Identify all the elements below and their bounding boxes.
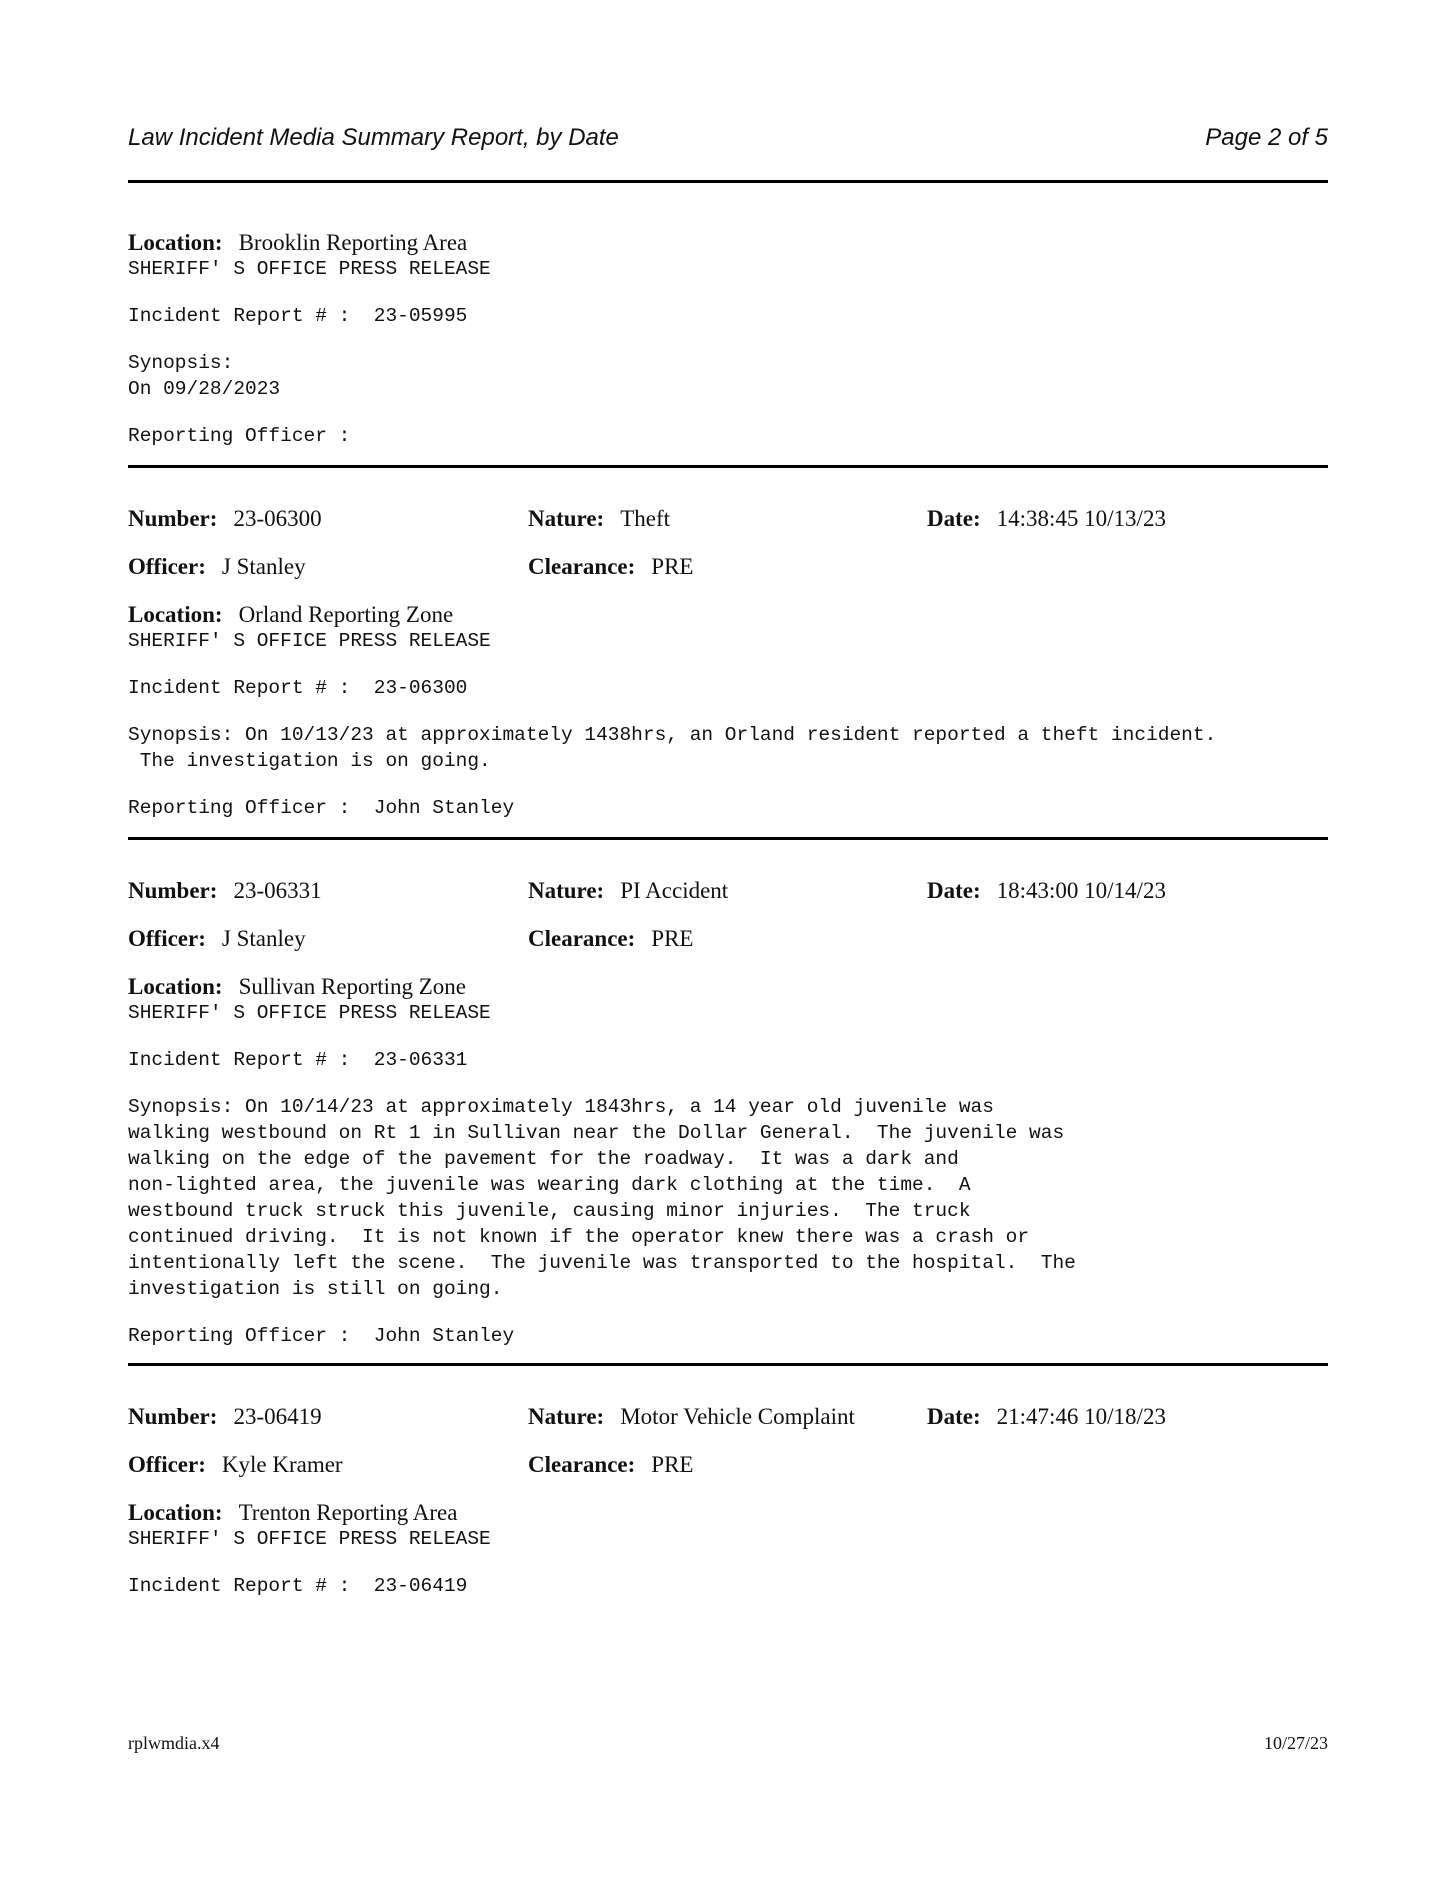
incident-report-number: 23-06419 [373, 1575, 468, 1597]
officer-value: Kyle Kramer [221, 1452, 343, 1477]
reporting-officer-value: John Stanley [373, 1325, 515, 1347]
press-release-line: SHERIFF' S OFFICE PRESS RELEASE [128, 258, 491, 280]
clearance-value: PRE [651, 1452, 694, 1477]
officer-clearance-row: Officer: J Stanley Clearance: PRE [128, 926, 694, 951]
number-nature-date-row: Number: 23-06331 Nature: PI Accident Date: 18:43:00 10/14/23 [128, 878, 1166, 903]
incident-number: 23-06300 [233, 506, 322, 531]
officer-clearance-row: Officer: Kyle Kramer Clearance: PRE [128, 1452, 694, 1477]
press-release-line: SHERIFF' S OFFICE PRESS RELEASE [128, 1002, 491, 1024]
incident-date: 18:43:00 10/14/23 [996, 878, 1166, 903]
incident-nature: Theft [620, 506, 671, 531]
header-divider [128, 180, 1328, 183]
footer-date: 10/27/23 [1263, 1733, 1328, 1753]
press-release-line: SHERIFF' S OFFICE PRESS RELEASE [128, 630, 491, 652]
footer-report-id: rplwmdia.x4 [128, 1733, 220, 1753]
clearance-value: PRE [651, 926, 694, 951]
entry-divider [128, 1363, 1328, 1366]
page-footer [128, 1733, 1328, 1754]
number-nature-date-row: Number: 23-06300 Nature: Theft Date: 14:38:45 10/13/23 [128, 506, 1166, 531]
incident-report-number: 23-06300 [373, 677, 468, 699]
incident-report-line: Incident Report # : 23-05995 [128, 305, 468, 327]
incident-date: 14:38:45 10/13/23 [996, 506, 1166, 531]
incident-report-number: 23-06331 [373, 1049, 468, 1071]
incident-report-line: Incident Report # : 23-06419 [128, 1575, 468, 1597]
incident-report-line: Incident Report # : 23-06331 [128, 1049, 468, 1071]
officer-value: J Stanley [221, 554, 306, 579]
synopsis: Synopsis: On 09/28/2023 [128, 352, 281, 400]
entry-divider [128, 837, 1328, 840]
incident-number: 23-06331 [233, 878, 322, 903]
reporting-officer-line: Reporting Officer : John Stanley [128, 1325, 515, 1347]
reporting-officer-line: Reporting Officer : [128, 425, 351, 447]
page-number: Page 2 of 5 [1205, 124, 1328, 151]
location-value: Brooklin Reporting Area [238, 230, 468, 255]
incident-entry [128, 230, 1328, 449]
synopsis: Synopsis: On 10/14/23 at approximately 1843hrs, a 14 year old juvenile was walking westbound on Rt 1 in Sullivan near the Dollar General. The juvenile was walking on the edge of the pavement for the roadway. It was a dark and non-lighted area, the juvenile was wearing dark clothing at the time. A westbound truck struck this juvenile, causing minor injuries. The truck continued driving. It is not known if the operator knew there was a crash or intentionally left the scene. The juvenile was transported to the hospital. The investigation is still on going. [128, 1096, 1076, 1300]
location-line: Location: Orland Reporting Zone [128, 602, 454, 627]
number-nature-date-row: Number: 23-06419 Nature: Motor Vehicle Complaint Date: 21:47:46 10/18/23 [128, 1404, 1166, 1429]
incident-report-number: 23-05995 [373, 305, 468, 327]
incident-entry [128, 1404, 1328, 1599]
location-line: Location: Trenton Reporting Area [128, 1500, 458, 1525]
incident-nature: PI Accident [620, 878, 729, 903]
location-value: Sullivan Reporting Zone [238, 974, 466, 999]
location-value: Trenton Reporting Area [238, 1500, 458, 1525]
incident-entry [128, 878, 1328, 1349]
location-value: Orland Reporting Zone [238, 602, 454, 627]
officer-value: J Stanley [221, 926, 306, 951]
reporting-officer-line: Reporting Officer : John Stanley [128, 797, 515, 819]
incident-date: 21:47:46 10/18/23 [996, 1404, 1166, 1429]
location-line: Location: Brooklin Reporting Area [128, 230, 468, 255]
synopsis: Synopsis: On 10/13/23 at approximately 1438hrs, an Orland resident reported a theft incident. The investigation is on going. [128, 724, 1217, 772]
reporting-officer-value: John Stanley [373, 797, 515, 819]
officer-clearance-row: Officer: J Stanley Clearance: PRE [128, 554, 694, 579]
entry-divider [128, 465, 1328, 468]
incident-entry [128, 506, 1328, 821]
report-title: Law Incident Media Summary Report, by Date [128, 124, 619, 151]
press-release-line: SHERIFF' S OFFICE PRESS RELEASE [128, 1528, 491, 1550]
location-line: Location: Sullivan Reporting Zone [128, 974, 466, 999]
page-header [128, 124, 1328, 152]
incident-number: 23-06419 [233, 1404, 322, 1429]
incident-nature: Motor Vehicle Complaint [620, 1404, 855, 1429]
incident-report-line: Incident Report # : 23-06300 [128, 677, 468, 699]
clearance-value: PRE [651, 554, 694, 579]
